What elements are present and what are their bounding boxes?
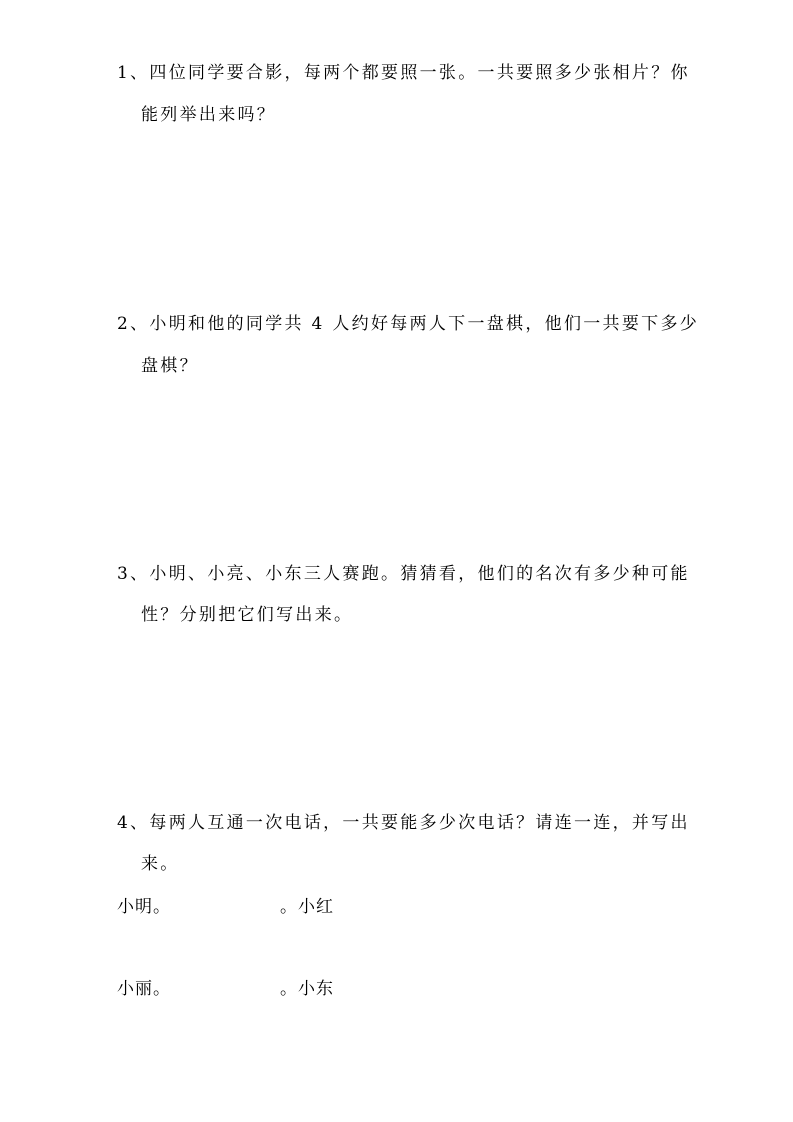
- question-2-line-1: 2、小明和他的同学共 4 人约好每两人下一盘棋，他们一共要下多少: [117, 314, 700, 334]
- question-1-line-1: 1、四位同学要合影，每两个都要照一张。一共要照多少张相片？你: [117, 63, 690, 83]
- question-1-line-2: 能列举出来吗？: [141, 105, 277, 125]
- question-3-line-2: 性？分别把它们写出来。: [141, 605, 354, 625]
- name-xiaodong: 。小东: [280, 979, 334, 999]
- name-xiaohong: 。小红: [280, 897, 334, 917]
- question-2-line-2: 盘棋？: [141, 356, 199, 376]
- question-4-line-1: 4、每两人互通一次电话，一共要能多少次电话？请连一连，并写出: [117, 813, 690, 833]
- question-4-line-2: 来。: [141, 854, 180, 874]
- question-3-line-1: 3、小明、小亮、小东三人赛跑。猜猜看，他们的名次有多少种可能: [117, 564, 690, 584]
- name-xiaoli: 小丽。: [117, 979, 171, 999]
- name-xiaoming: 小明。: [117, 897, 171, 917]
